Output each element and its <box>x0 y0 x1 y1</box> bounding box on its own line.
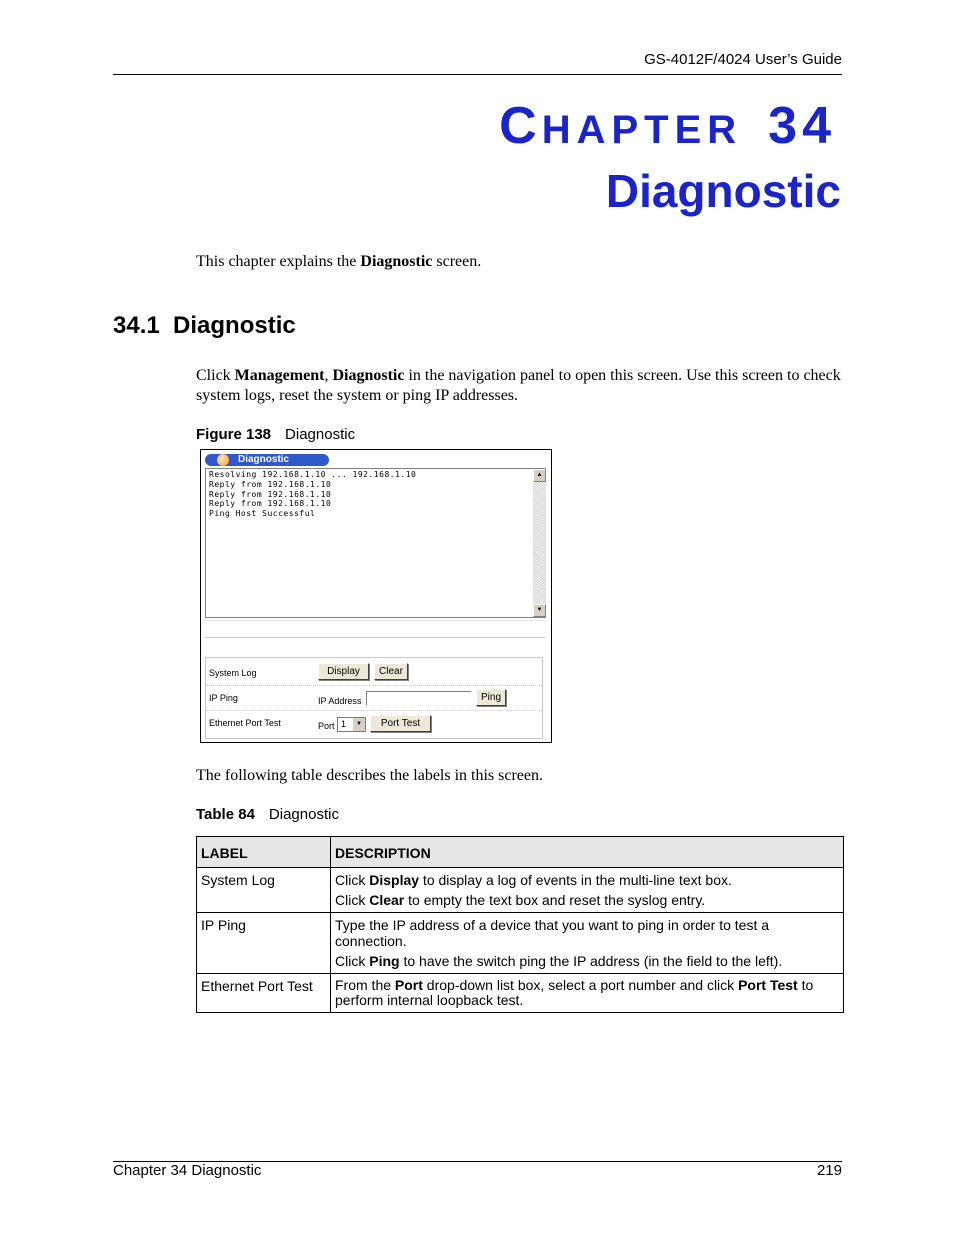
log-line: Reply from 192.168.1.10 <box>209 479 332 489</box>
log-line: Reply from 192.168.1.10 <box>209 499 332 509</box>
click-paragraph <box>196 366 846 406</box>
table-header-row <box>197 837 844 868</box>
description-line <box>335 953 839 969</box>
footer-page-number: 219 <box>816 1162 842 1179</box>
scroll-down-icon[interactable]: ▼ <box>533 604 546 617</box>
desc-text: to empty the text box and reset the syslog entry. <box>404 892 706 908</box>
display-button[interactable]: Display <box>318 663 369 680</box>
table-cell-label: IP Ping <box>197 913 331 974</box>
divider <box>205 637 545 638</box>
desc-bold: Ping <box>369 953 400 969</box>
ip-ping-label: IP Ping <box>209 693 238 703</box>
table-row <box>197 868 844 913</box>
desc-bold: Port Test <box>738 977 798 993</box>
desc-text: Click <box>335 872 370 888</box>
ip-ping-row <box>206 685 542 710</box>
log-textbox[interactable] <box>205 468 546 618</box>
port-test-button[interactable]: Port Test <box>370 715 431 732</box>
desc-text: to perform internal loopback test. <box>335 977 814 1008</box>
table-row <box>197 974 844 1013</box>
diagnostic-screenshot <box>200 449 552 743</box>
description-line: Type the IP address of a device that you want to ping in order to test a connection. <box>335 917 770 949</box>
chapter-heading <box>499 97 836 155</box>
ip-address-input[interactable] <box>366 691 472 706</box>
header-guide-title: GS-4012F/4024 User’s Guide <box>644 51 842 68</box>
ethernet-port-test-row <box>206 710 542 735</box>
diagnostic-tab-label: Diagnostic <box>238 454 290 465</box>
table-header-description: DESCRIPTION <box>331 837 844 868</box>
log-line: Ping Host Successful <box>209 509 316 519</box>
table-header-label: LABEL <box>197 837 331 868</box>
desc-bold: Clear <box>369 892 405 908</box>
chapter-word-rest: HAPTER <box>541 108 743 152</box>
log-lines <box>209 470 416 519</box>
click-text-rest: in the navigation panel to open this screen. Use this screen to check system logs, reset the system or ping IP addresses. <box>196 367 841 404</box>
intro-bold: Diagnostic <box>360 253 433 270</box>
table-cell-description <box>331 974 844 1013</box>
scroll-up-icon[interactable]: ▲ <box>533 469 546 482</box>
table-cell-description <box>331 868 844 913</box>
desc-bold: Port <box>394 977 423 993</box>
chevron-down-icon[interactable]: ▼ <box>353 718 365 731</box>
figure-caption-text: Diagnostic <box>285 426 356 443</box>
port-select[interactable] <box>337 717 366 732</box>
divider <box>205 620 545 621</box>
section-heading: 34.1 Diagnostic <box>113 312 296 339</box>
table-row <box>197 913 844 974</box>
table-cell-description <box>331 913 844 974</box>
table-caption-label: Table 84 <box>196 806 255 823</box>
table-cell-label: Ethernet Port Test <box>197 974 331 1013</box>
clear-button[interactable]: Clear <box>374 663 408 680</box>
desc-text: Click <box>335 953 370 969</box>
log-line: Resolving 192.168.1.10 ... 192.168.1.10 <box>209 470 417 479</box>
diagnostic-table <box>196 836 844 1013</box>
click-bold-diagnostic: Diagnostic <box>332 367 405 384</box>
desc-text: Click <box>335 892 370 908</box>
desc-text: to have the switch ping the IP address (in the field to the left). <box>399 953 783 969</box>
click-text-sep: , <box>324 367 333 384</box>
ping-button[interactable]: Ping <box>476 689 506 706</box>
ip-address-label: IP Address <box>318 696 362 706</box>
tab-circle-icon <box>217 454 229 466</box>
intro-paragraph <box>196 252 481 272</box>
system-log-row <box>206 660 542 684</box>
ethernet-port-test-label: Ethernet Port Test <box>209 718 281 728</box>
click-bold-management: Management <box>234 367 325 384</box>
port-selected-value: 1 <box>341 719 347 729</box>
table-cell-label: System Log <box>197 868 331 913</box>
footer-chapter: Chapter 34 Diagnostic <box>113 1162 262 1179</box>
intro-text-end: screen. <box>432 253 482 270</box>
click-text: Click <box>196 367 235 384</box>
diagnostic-controls <box>205 657 543 739</box>
log-scrollbar[interactable] <box>533 469 546 617</box>
desc-bold: Display <box>369 872 420 888</box>
desc-text: From the <box>335 977 395 993</box>
desc-text: drop-down list box, select a port number and click <box>422 977 739 993</box>
chapter-first-letter: C <box>499 97 542 155</box>
figure-caption <box>196 426 355 443</box>
system-log-label: System Log <box>209 668 257 678</box>
chapter-title: Diagnostic <box>605 165 841 217</box>
description-line <box>335 892 839 908</box>
table-intro: The following table describes the labels in this screen. <box>196 767 544 784</box>
port-label: Port <box>318 721 335 731</box>
description-line <box>335 872 839 888</box>
log-line: Reply from 192.168.1.10 <box>209 489 332 499</box>
table-caption-text: Diagnostic <box>268 806 339 823</box>
figure-caption-label: Figure 138 <box>196 426 272 443</box>
chapter-number: 34 <box>768 97 836 155</box>
desc-text: to display a log of events in the multi-line text box. <box>419 872 732 888</box>
intro-text: This chapter explains the <box>196 253 361 270</box>
header-rule <box>113 74 842 75</box>
table-caption <box>196 806 339 823</box>
diagnostic-tab[interactable] <box>205 454 329 466</box>
